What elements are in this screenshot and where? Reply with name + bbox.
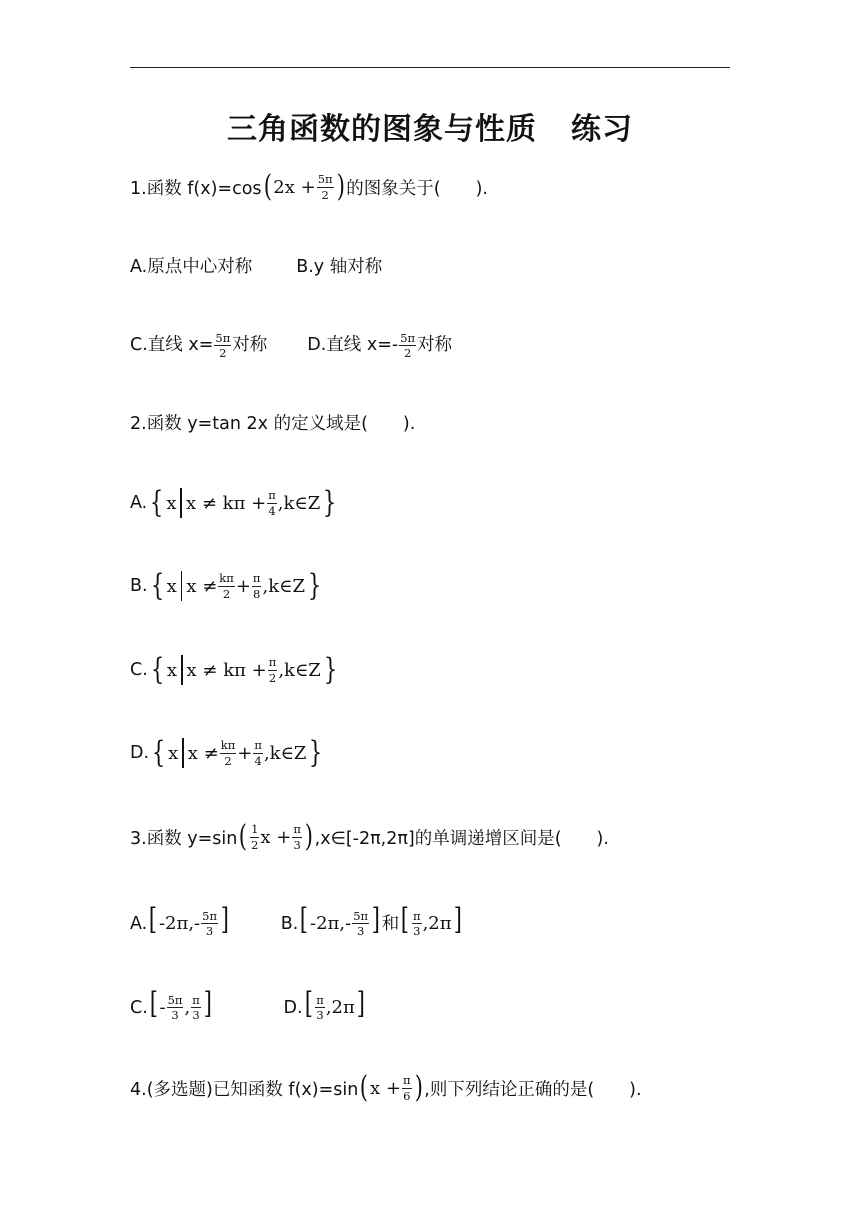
- q4-stem-prefix: 4.(多选题)已知函数 f(x)=sin: [130, 1079, 359, 1100]
- question-3-stem: 3.函数 y=sin ( $\frac{1}{2}$ x + $\frac{\pi}{3}$ ) ,x∈[-2π,2π]的单调递增区间是( ).: [130, 819, 609, 854]
- question-1-stem: [130, 165, 488, 209]
- q1-stem-suffix: 的图象关于( ).: [346, 178, 488, 199]
- q1-argument: 2x +: [273, 176, 316, 198]
- q3-option-c: C.[- $\frac{5\pi}{3}$ , $\frac{\pi}{3}$ ]: [130, 985, 212, 1023]
- question-3-options-cd: [130, 983, 367, 1027]
- question-1-options-ab: [130, 243, 382, 287]
- q1-stem-prefix: 1.函数 f(x)=cos: [130, 178, 262, 199]
- q1-option-d: D.直线 x=- $\frac{5\pi}{2}$ 对称: [307, 330, 453, 360]
- question-1-options-cd: [130, 323, 452, 367]
- q2-option-b: B. { x x ≠ $\frac{k\pi}{2}$ + $\frac{\pi}{8}$ ,k∈Z }: [130, 568, 322, 603]
- title-main: 三角函数的图象与性质: [227, 112, 537, 147]
- header-rule: [130, 67, 730, 68]
- q3-stem-prefix: 3.函数 y=sin: [130, 828, 238, 849]
- q3-option-b: B.[-2π,- $\frac{5\pi}{3}$ ] 和[ $\frac{\pi}{3}$ ,2π]: [280, 901, 462, 939]
- q1-option-b: B.y 轴对称: [296, 256, 383, 277]
- q3-option-d: D.[ $\frac{\pi}{3}$ ,2π]: [283, 985, 365, 1023]
- question-3-options-ab: [130, 899, 463, 943]
- q1-option-c: C.直线 x= $\frac{5\pi}{2}$ 对称: [130, 330, 268, 360]
- q1-fraction: $\frac{5\pi}{2}$: [317, 172, 333, 202]
- q2-option-a: A. { x x ≠ kπ + $\frac{\pi}{4}$ ,k∈Z }: [130, 485, 337, 520]
- question-2-stem: [130, 400, 415, 444]
- q3-half: $\frac{1}{2}$: [251, 822, 259, 852]
- paren-close: ): [336, 169, 345, 204]
- q3-stem-suffix: ,x∈[-2π,2π]的单调递增区间是( ).: [314, 828, 609, 849]
- page-title: [0, 104, 860, 148]
- q2-option-d: D. { x x ≠ $\frac{k\pi}{2}$ + $\frac{\pi}{4}$ ,k∈Z }: [130, 735, 323, 770]
- q4-stem-suffix: ,则下列结论正确的是( ).: [424, 1079, 642, 1100]
- q3-option-a: A.[-2π,- $\frac{5\pi}{3}$ ]: [130, 901, 229, 939]
- paren-open: (: [263, 169, 272, 204]
- q1-option-a: A.原点中心对称: [130, 256, 253, 277]
- q2-option-c: C. { x x ≠ kπ + $\frac{\pi}{2}$ ,k∈Z }: [130, 652, 338, 687]
- title-sub: 练习: [571, 112, 633, 147]
- question-4-stem: 4.(多选题)已知函数 f(x)=sin ( x + $\frac{\pi}{6}$ ) ,则下列结论正确的是( ).: [130, 1070, 642, 1105]
- q2-stem: 2.函数 y=tan 2x 的定义域是( ).: [130, 413, 416, 434]
